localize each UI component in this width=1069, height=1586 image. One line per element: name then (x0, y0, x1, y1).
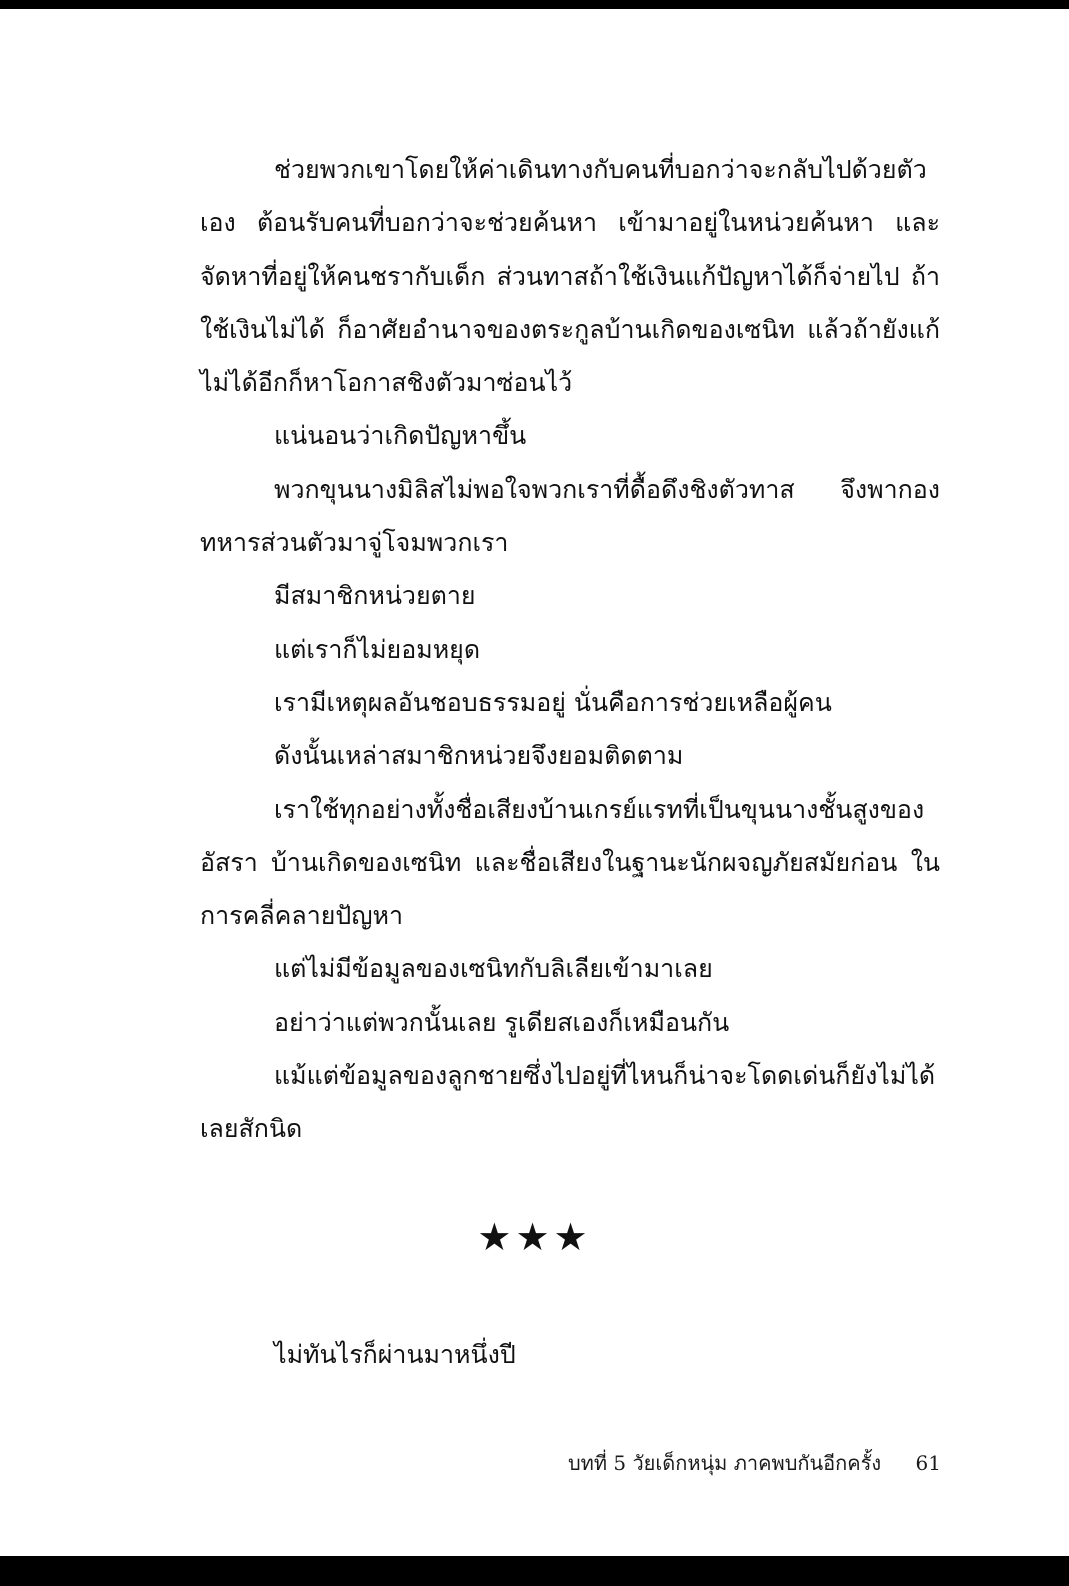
top-edge-bar (0, 0, 1069, 9)
chapter-title: บทที่ 5 วัยเด็กหนุ่ม ภาคพบกันอีกครั้ง (567, 1451, 882, 1475)
paragraph: แน่นอนว่าเกิดปัญหาขึ้น (274, 421, 527, 451)
paragraph: เรามีเหตุผลอันชอบธรรมอยู่ นั่นคือการช่วยเหลือผู้คน (274, 687, 832, 717)
page-number: 61 (915, 1451, 941, 1475)
page-footer (568, 1448, 941, 1478)
bottom-edge-bar (0, 1556, 1069, 1586)
paragraph: ช่วยพวกเขาโดยให้ค่าเดินทางกับคนที่บอกว่าจะกลับไปด้วยตัวเอง ต้อนรับคนที่บอกว่าจะช่วยค้นหา เข้ามาอยู่ในหน่วยค้นหา และจัดหาที่อยู่ให้คนชรากับเด็ก ส่วนทาสถ้าใช้เงินแก้ปัญหาได้ก็จ่ายไป ถ้าใช้เงินไม่ได้ ก็อาศัยอำนาจของตระกูลบ้านเกิดของเซนิท แล้วถ้ายังแก้ไม่ได้อีกก็หาโอกาสชิงตัวมาซ่อนไว้ (200, 155, 940, 398)
section-break-stars: ★★★ (477, 1215, 592, 1259)
paragraph: พวกขุนนางมิลิสไม่พอใจพวกเราที่ดื้อดึงชิงตัวทาส จึงพากองทหารส่วนตัวมาจู่โจมพวกเรา (200, 474, 940, 558)
paragraph-after-break: ไม่ทันไรก็ผ่านมาหนึ่งปี (274, 1340, 516, 1369)
paragraph: แม้แต่ข้อมูลของลูกชายซึ่งไปอยู่ที่ไหนก็น่าจะโดดเด่นก็ยังไม่ได้เลยสักนิด (200, 1061, 936, 1144)
page-body-text (200, 143, 940, 1156)
paragraph: มีสมาชิกหน่วยตาย (274, 581, 476, 611)
paragraph: อย่าว่าแต่พวกนั้นเลย รูเดียสเองก็เหมือนกัน (274, 1007, 730, 1037)
paragraph: ดังนั้นเหล่าสมาชิกหน่วยจึงยอมติดตาม (274, 741, 684, 771)
paragraph: แต่ไม่มีข้อมูลของเซนิทกับลิเลียเข้ามาเลย (274, 954, 713, 984)
paragraph: เราใช้ทุกอย่างทั้งชื่อเสียงบ้านเกรย์แรทที่เป็นขุนนางชั้นสูงของอัสรา บ้านเกิดของเซนิท และชื่อเสียงในฐานะนักผจญภัยสมัยก่อน ในการคลี่คลายปัญหา (200, 794, 940, 931)
paragraph: แต่เราก็ไม่ยอมหยุด (274, 634, 481, 664)
